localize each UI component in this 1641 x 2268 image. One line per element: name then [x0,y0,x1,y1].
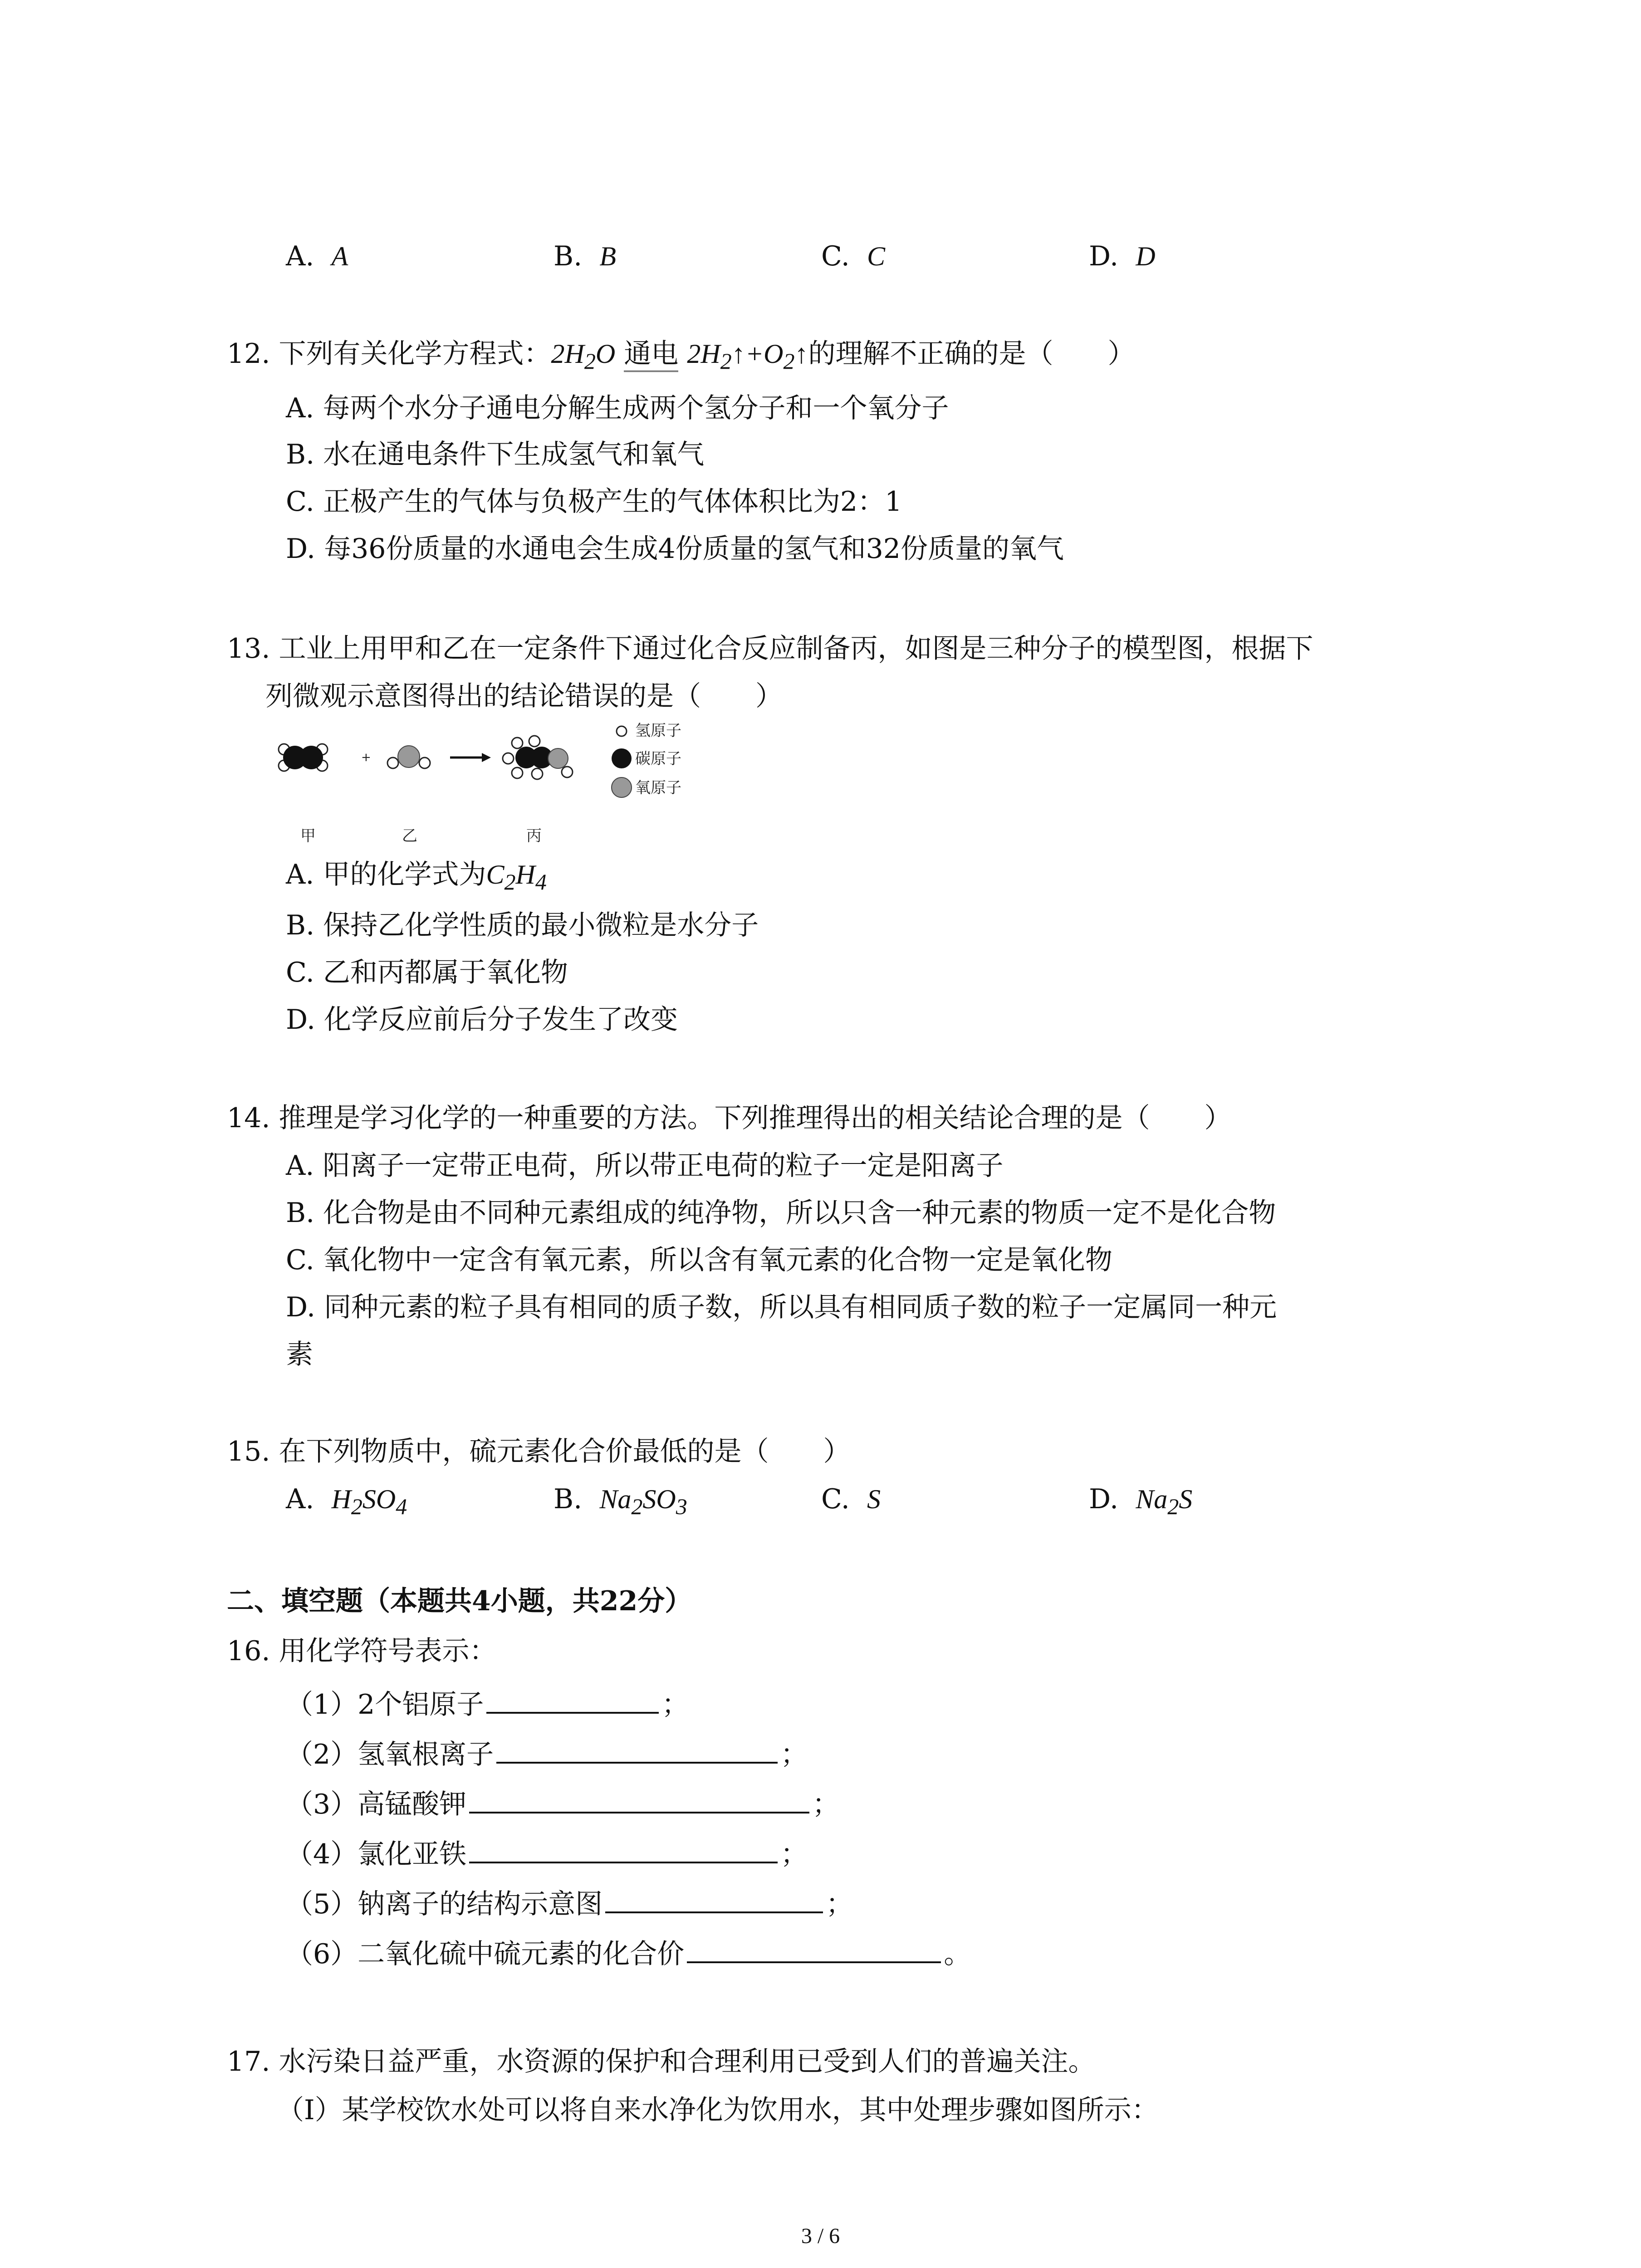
q17-stem: 17. 水污染日益严重，水资源的保护和合理利用已受到人们的普遍关注。 [227,2046,1096,2077]
q11-options [286,238,1375,274]
legend-hydrogen: 氢原子 [635,722,681,740]
q13-option-c: C. 乙和丙都属于氧化物 [286,957,568,988]
q15-options [286,1481,1375,1522]
molecule-yi [387,746,430,768]
q12-condition: 通电 [624,338,678,372]
q13-stem-line2: 列微观示意图得出的结论错误的是（ ） [265,680,783,712]
q17-sub1: （Ⅰ）某学校饮水处可以将自来水净化为饮用水，其中处理步骤如图所示： [277,2094,1159,2126]
answer-blank-6[interactable] [687,1933,941,1963]
q12-stem: 12. 下列有关化学方程式：$2H_2O$ 通电 $2H_2↑+O_2↑$的理解不正确的是（ ） [227,338,1135,374]
molecule-model-diagram [272,721,753,853]
q13-option-b: B. 保持乙化学性质的最小微粒是水分子 [286,909,759,941]
q11-option-a: A. A [286,240,348,272]
answer-blank-5[interactable] [605,1883,823,1913]
q12-option-d: D. 每36份质量的水通电会生成4份质量的氢气和32份质量的氧气 [286,533,1064,565]
atom-legend [612,722,681,797]
q14-option-d: D. 同种元素的粒子具有相同的质子数，所以具有相同质子数的粒子一定属同一种元 [286,1291,1277,1323]
q12-option-a: A. 每两个水分子通电分解生成两个氢分子和一个氧分子 [286,392,949,424]
reaction-arrow [450,753,491,762]
q14-option-d-cont: 素 [286,1339,313,1370]
q11-option-b: B. B [554,240,616,272]
answer-blank-4[interactable] [469,1833,778,1863]
q16-item-6: （6）二氧化硫中硫元素的化合价 。 [286,1933,971,1972]
plus-sign: + [361,751,371,764]
q13-option-d: D. 化学反应前后分子发生了改变 [286,1004,678,1036]
molecule-jia [279,744,328,771]
q16-item-3: （3）高锰酸钾 ； [286,1784,839,1823]
q14-stem: 14. 推理是学习化学的一种重要的方法。下列推理得出的相关结论合理的是（ ） [227,1102,1232,1134]
section-heading: 二、填空题（本题共4小题，共22分） [227,1585,692,1617]
q13-stem-line1: 13. 工业上用甲和乙在一定条件下通过化合反应制备丙，如图是三种分子的模型图，根据下 [227,633,1313,665]
page-number: 3 / 6 [801,2224,840,2248]
answer-blank-1[interactable] [486,1684,659,1714]
answer-blank-3[interactable] [469,1784,809,1813]
q15-option-a: A. $H_2SO_4$ [286,1483,407,1519]
q15-option-b: B. $Na_2SO_3$ [554,1483,687,1519]
label-bing: 丙 [526,827,542,845]
q12-option-b: B. 水在通电条件下生成氢气和氧气 [286,439,705,470]
q14-option-a: A. 阳离子一定带正电荷，所以带正电荷的粒子一定是阳离子 [286,1150,1004,1182]
q15-option-d: D. $Na_2S$ [1089,1483,1193,1519]
q16-item-1: （1）2个铝原子 ； [286,1684,689,1723]
answer-blank-2[interactable] [496,1734,778,1764]
q16-item-2: （2）氢氧根离子 ； [286,1734,808,1773]
q15-option-c: C. S [821,1483,881,1515]
legend-oxygen: 氧原子 [635,779,681,797]
q14-option-b: B. 化合物是由不同种元素组成的纯净物，所以只含一种元素的物质一定不是化合物 [286,1197,1276,1229]
q16-stem: 16. 用化学符号表示： [227,1635,497,1667]
q12-option-c: C. 正极产生的气体与负极产生的气体体积比为2：1 [286,486,902,518]
label-yi: 乙 [402,827,417,845]
q11-option-d: D. D [1089,240,1156,272]
q16-item-4: （4）氯化亚铁 ； [286,1833,808,1872]
label-jia: 甲 [300,827,316,845]
q13-option-a: A. 甲的化学式为$C_2H_4$ [286,859,547,894]
q14-option-c: C. 氧化物中一定含有氧元素，所以含有氧元素的化合物一定是氧化物 [286,1244,1112,1276]
legend-carbon: 碳原子 [635,750,681,768]
q16-item-5: （5）钠离子的结构示意图 ； [286,1883,853,1922]
q11-option-c: C. C [821,240,886,272]
q15-stem: 15. 在下列物质中，硫元素化合价最低的是（ ） [227,1436,851,1467]
molecule-bing [503,736,573,779]
